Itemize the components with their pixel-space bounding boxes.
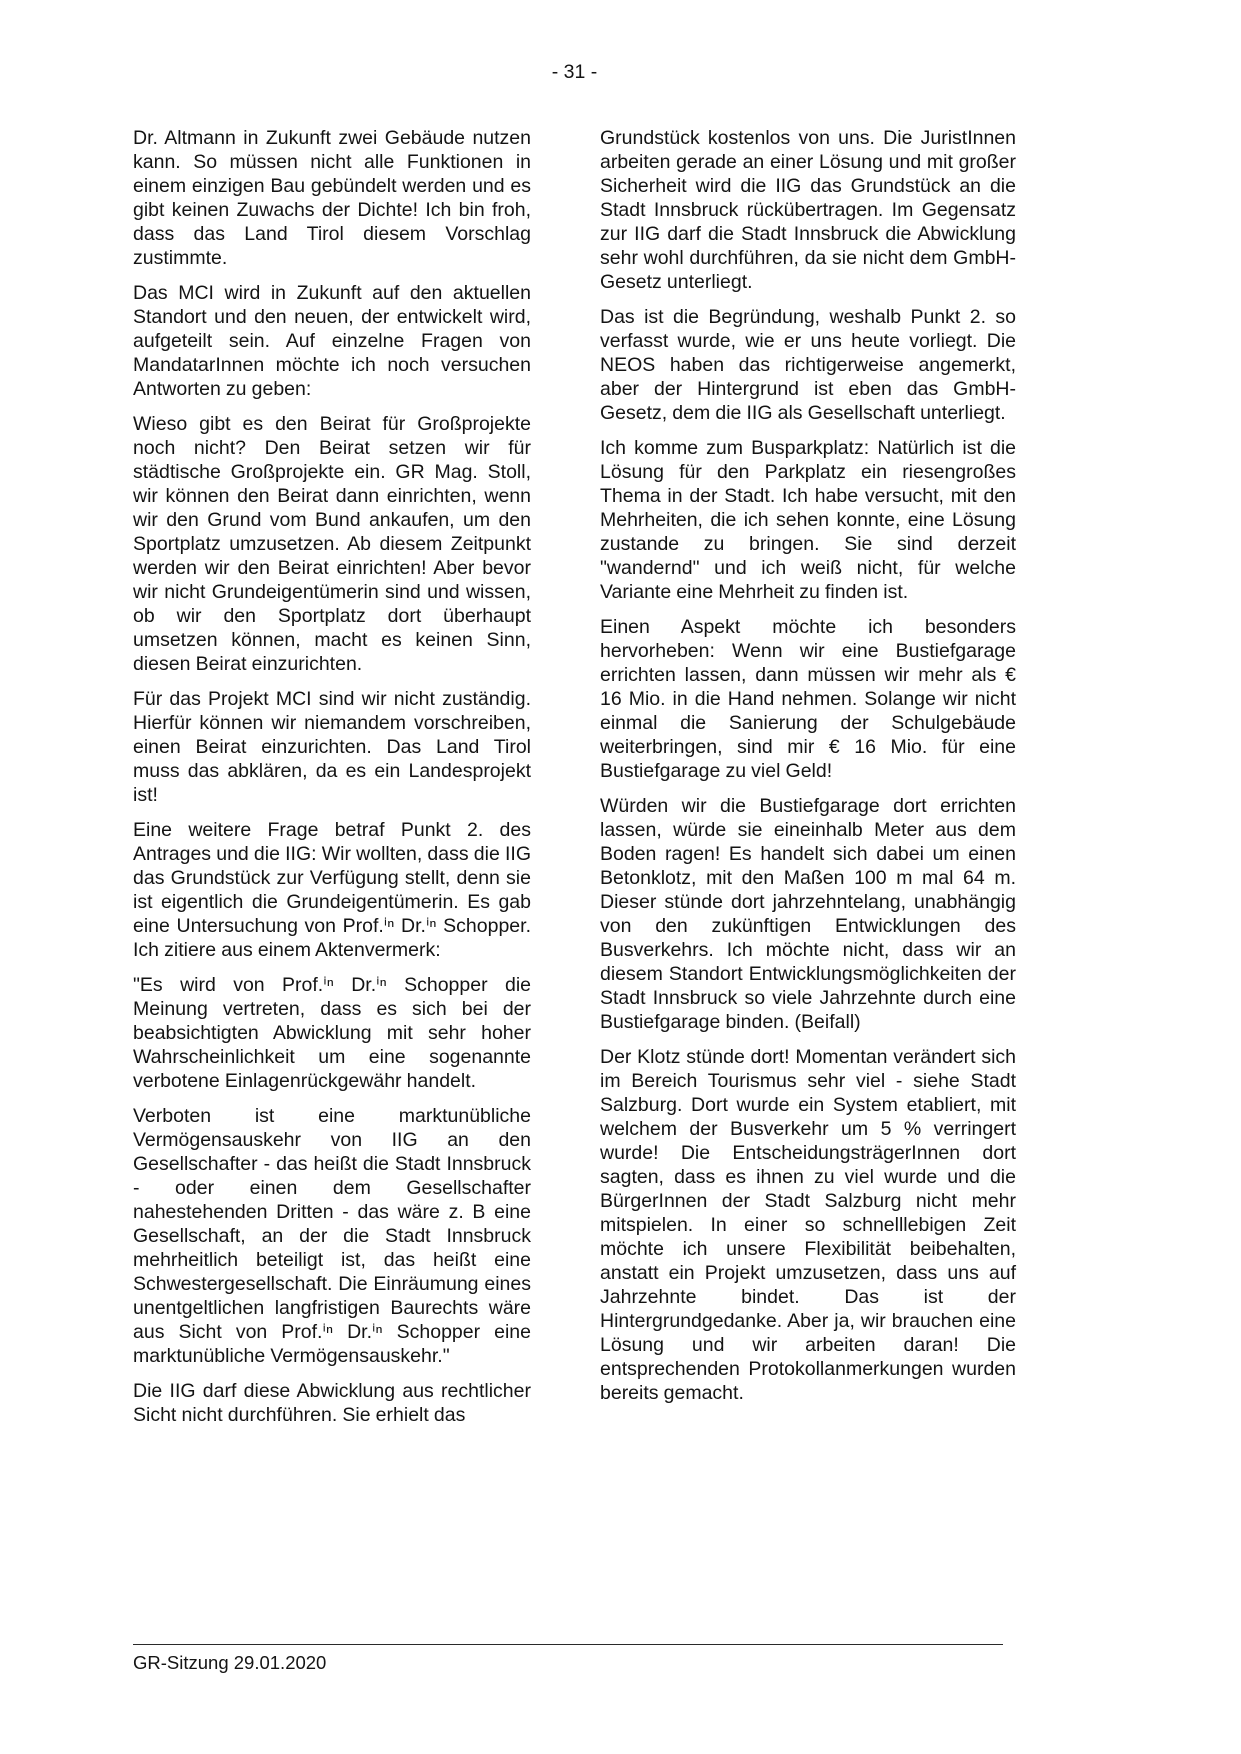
paragraph: Das MCI wird in Zukunft auf den aktuellen Standort und den neuen, der entwickelt wird, aufgeteilt sein. Auf einzelne Fragen von MandatarInnen möchte ich noch versuchen Antworten zu geben: (133, 282, 531, 400)
paragraph: Eine weitere Frage betraf Punkt 2. des Antrages und die IIG: Wir wollten, dass die IIG das Grundstück zur Verfügung stellt, denn sie ist eigentlich die Grundeigentümerin. Es gab eine Untersuchung von Prof.ⁱⁿ Dr.ⁱⁿ Schopper. Ich zitiere aus einem Aktenvermerk: (133, 819, 531, 961)
quote-paragraph: Verboten ist eine marktunübliche Vermögensauskehr von IIG an den Gesellschafter - das heißt die Stadt Innsbruck - oder einen dem Gesellschafter nahestehenden Dritten - das wäre z. B eine Gesellschaft, an der die Stadt Innsbruck mehrheitlich beteiligt ist, das heißt eine Schwestergesellschaft. Die Einräumung eines unentgeltlichen langfristigen Baurechts wäre aus Sicht von Prof.ⁱⁿ Dr.ⁱⁿ Schopper eine marktunübliche Vermögensauskehr." (133, 1105, 531, 1367)
paragraph: Grundstück kostenlos von uns. Die JuristInnen arbeiten gerade an einer Lösung und mit großer Sicherheit wird die IIG das Grundstück an die Stadt Innsbruck rückübertragen. Im Gegensatz zur IIG darf die Stadt Innsbruck die Abwicklung sehr wohl durchführen, da sie nicht dem GmbH-Gesetz unterliegt. (600, 127, 1016, 293)
paragraph: Dr. Altmann in Zukunft zwei Gebäude nutzen kann. So müssen nicht alle Funktionen in einem einzigen Bau gebündelt werden und es gibt keinen Zuwachs der Dichte! Ich bin froh, dass das Land Tirol diesem Vorschlag zustimmte. (133, 127, 531, 269)
paragraph: Die IIG darf diese Abwicklung aus rechtlicher Sicht nicht durchführen. Sie erhielt das (133, 1380, 531, 1426)
quote-paragraph: "Es wird von Prof.ⁱⁿ Dr.ⁱⁿ Schopper die Meinung vertreten, dass es sich bei der beabsichtigten Abwicklung mit sehr hoher Wahrscheinlichkeit um eine sogenannte verbotene Einlagenrückgewähr handelt. (133, 974, 531, 1092)
left-column (133, 126, 531, 1438)
paragraph: Einen Aspekt möchte ich besonders hervorheben: Wenn wir eine Bustiefgarage errichten lassen, dann müssen wir mehr als € 16 Mio. in die Hand nehmen. Solange wir nicht einmal die Sanierung der Schulgebäude weiterbringen, sind mir € 16 Mio. für eine Bustiefgarage zu viel Geld! (600, 616, 1016, 782)
right-column (600, 126, 1016, 1438)
paragraph: Wieso gibt es den Beirat für Großprojekte noch nicht? Den Beirat setzen wir für städtische Großprojekte ein. GR Mag. Stoll, wir können den Beirat dann einrichten, wenn wir den Grund vom Bund ankaufen, um den Sportplatz umzusetzen. Ab diesem Zeitpunkt werden wir den Beirat einrichten! Aber bevor wir nicht Grundeigentümerin sind und wissen, ob wir den Sportplatz dort überhaupt umsetzen können, macht es keinen Sinn, diesen Beirat einzurichten. (133, 413, 531, 675)
footer-text: GR-Sitzung 29.01.2020 (133, 1652, 327, 1673)
paragraph: Das ist die Begründung, weshalb Punkt 2. so verfasst wurde, wie er uns heute vorliegt. Die NEOS haben das richtigerweise angemerkt, aber der Hintergrund ist eben das GmbH-Gesetz, dem die IIG als Gesellschaft unterliegt. (600, 306, 1016, 424)
page-footer (133, 1644, 1003, 1674)
text-columns (133, 126, 1016, 1438)
page-number: - 31 - (551, 61, 598, 83)
paragraph: Für das Projekt MCI sind wir nicht zuständig. Hierfür können wir niemandem vorschreiben, einen Beirat einzurichten. Das Land Tirol muss das abklären, da es ein Landesprojekt ist! (133, 688, 531, 806)
paragraph: Ich komme zum Busparkplatz: Natürlich ist die Lösung für den Parkplatz ein riesengroßes Thema in der Stadt. Ich habe versucht, mit den Mehrheiten, die ich sehen konnte, eine Lösung zustande zu bringen. Sie sind derzeit "wandernd" und ich weiß nicht, für welche Variante eine Mehrheit zu finden ist. (600, 437, 1016, 603)
paragraph: Der Klotz stünde dort! Momentan verändert sich im Bereich Tourismus sehr viel - siehe Stadt Salzburg. Dort wurde ein System etabliert, mit welchem der Busverkehr um 5 % verringert wurde! Die EntscheidungsträgerInnen dort sagten, dass es ihnen zu viel wurde und die BürgerInnen der Stadt Salzburg nicht mehr mitspielen. In einer so schnelllebigen Zeit möchte ich unsere Flexibilität beibehalten, anstatt ein Projekt umzusetzen, dass uns auf Jahrzehnte bindet. Das ist der Hintergrundgedanke. Aber ja, wir brauchen eine Lösung und wir arbeiten daran! Die entsprechenden Protokollanmerkungen wurden bereits gemacht. (600, 1046, 1016, 1404)
paragraph: Würden wir die Bustiefgarage dort errichten lassen, würde sie eineinhalb Meter aus dem Boden ragen! Es handelt sich dabei um einen Betonklotz, mit den Maßen 100 m mal 64 m. Dieser stünde dort jahrzehntelang, unabhängig von den zukünftigen Entwicklungen des Busverkehrs. Ich möchte nicht, dass wir an diesem Standort Entwicklungsmöglichkeiten der Stadt Innsbruck so viele Jahrzehnte durch eine Bustiefgarage binden. (Beifall) (600, 795, 1016, 1033)
